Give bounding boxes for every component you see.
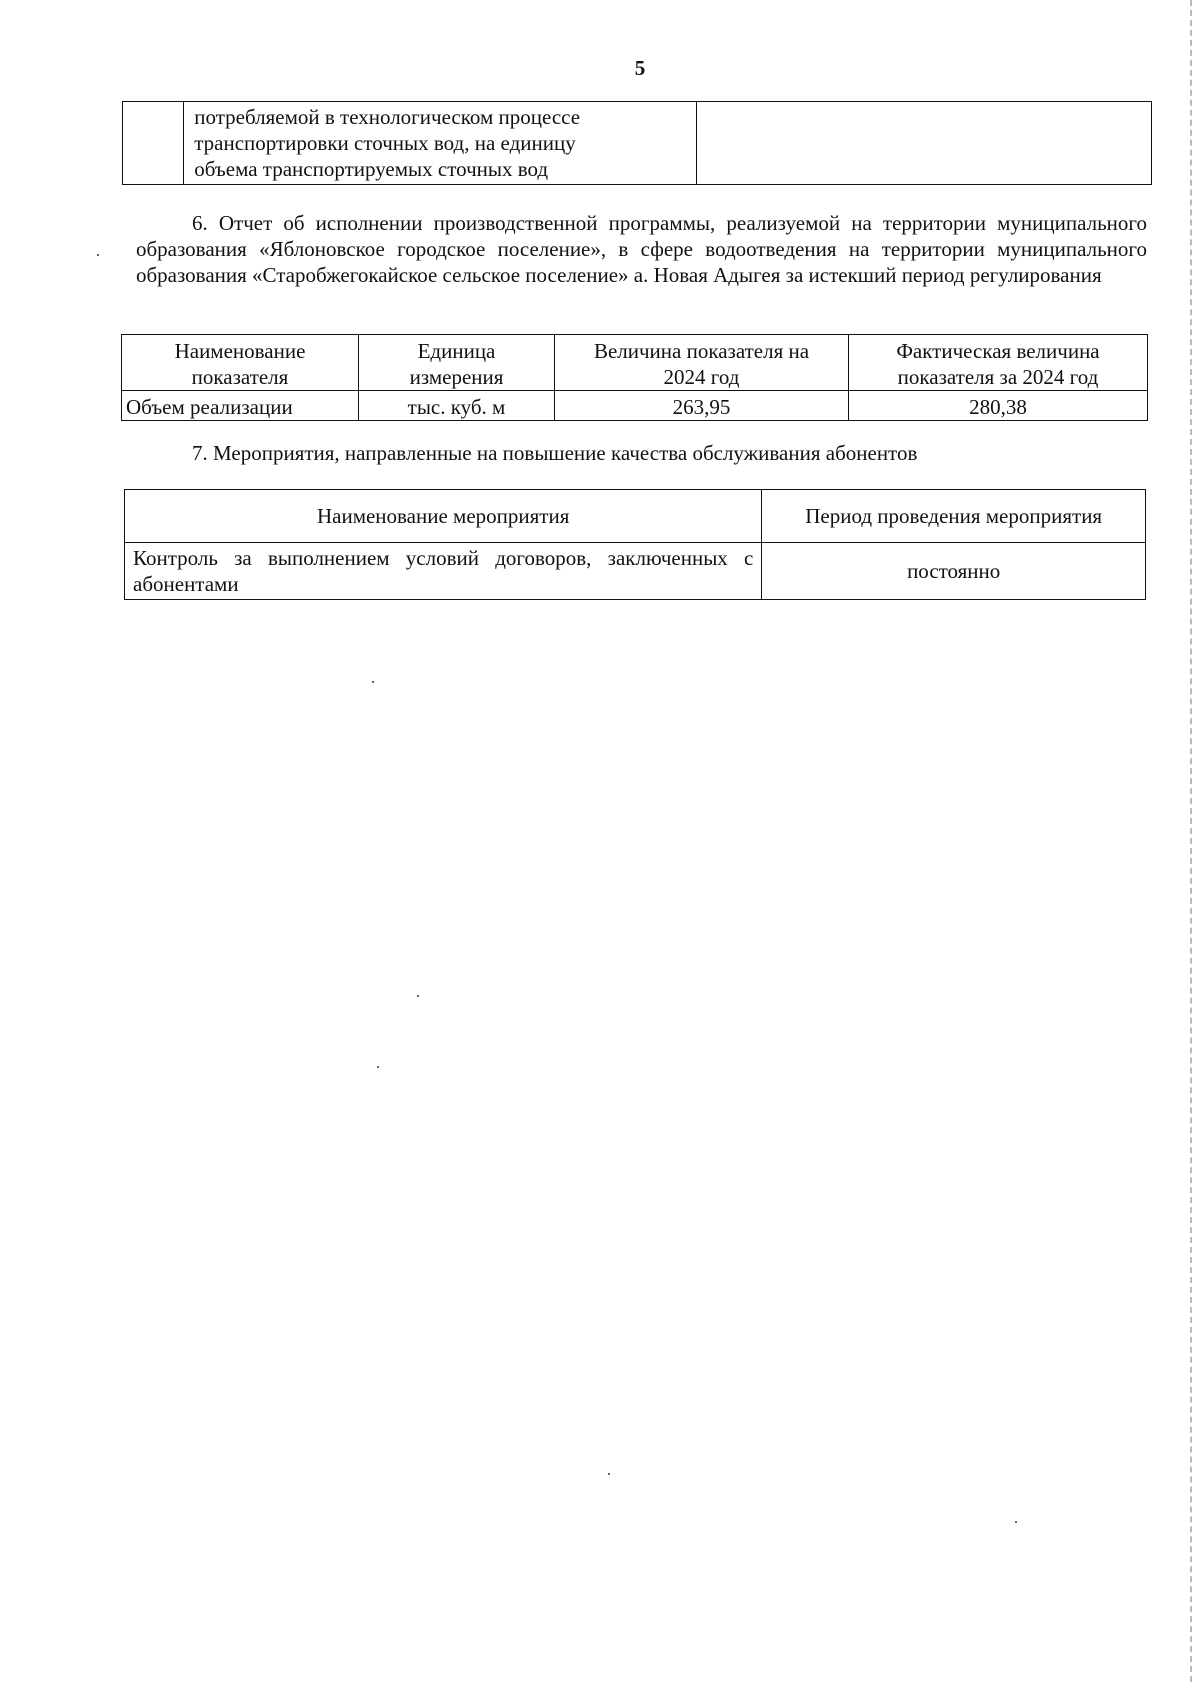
scan-edge-line — [1188, 0, 1192, 1682]
header-measure-name: Наименование мероприятия — [125, 490, 762, 543]
table-row — [122, 391, 1148, 421]
header-unit — [359, 335, 555, 391]
section-6-paragraph: 6. Отчет об исполнении производственной программы, реализуемой на территории муниципального образования «Яблоновское городское поселение», в сфере водоотведения на территории муниципального образования «Старобжегокайское сельское поселение» а. Новая Адыгея за истекший период регулирования — [136, 211, 1147, 287]
table-header-row — [125, 490, 1146, 543]
row-unit: тыс. куб. м — [359, 391, 555, 421]
header-line: Величина показателя на — [593, 339, 810, 363]
indicator-value-cell — [697, 102, 1152, 185]
header-measure-period: Период проведения мероприятия — [762, 490, 1146, 543]
header-actual-value — [849, 335, 1148, 391]
page-number: 5 — [634, 56, 646, 80]
scan-speck — [417, 995, 419, 997]
row-planned-value: 263,95 — [555, 391, 849, 421]
section-7-heading: 7. Мероприятия, направленные на повышение качества обслуживания абонентов — [192, 441, 918, 465]
header-planned-value — [555, 335, 849, 391]
row-indicator-name: Объем реализации — [122, 391, 359, 421]
scan-speck — [377, 1066, 379, 1068]
row-measure-name: Контроль за выполнением условий договоров, заключенных с абонентами — [125, 543, 762, 600]
header-line: Фактическая величина — [896, 339, 1100, 363]
scan-speck — [372, 681, 374, 683]
scan-speck — [1015, 1521, 1017, 1523]
header-line: показателя за 2024 год — [897, 365, 1099, 389]
header-line: Наименование — [174, 339, 306, 363]
row-measure-period: постоянно — [762, 543, 1146, 600]
production-program-report-table — [121, 334, 1148, 421]
indicator-line: потребляемой в технологическом процессе — [194, 105, 581, 129]
table-header-row — [122, 335, 1148, 391]
indicator-line: транспортировки сточных вод, на единицу — [194, 131, 576, 155]
row-number-cell — [123, 102, 184, 185]
continued-table — [122, 101, 1152, 185]
header-indicator-name — [122, 335, 359, 391]
row-actual-value: 280,38 — [849, 391, 1148, 421]
table-row — [123, 102, 1152, 185]
header-line: 2024 год — [663, 365, 740, 389]
header-line: измерения — [409, 365, 504, 389]
indicator-name-cell — [184, 102, 697, 185]
scan-speck — [97, 254, 99, 256]
indicator-line: объема транспортируемых сточных вод — [194, 157, 549, 181]
header-line: показателя — [191, 365, 289, 389]
service-measures-table — [124, 489, 1146, 600]
table-row — [125, 543, 1146, 600]
header-line: Единица — [417, 339, 496, 363]
scan-speck — [608, 1473, 610, 1475]
